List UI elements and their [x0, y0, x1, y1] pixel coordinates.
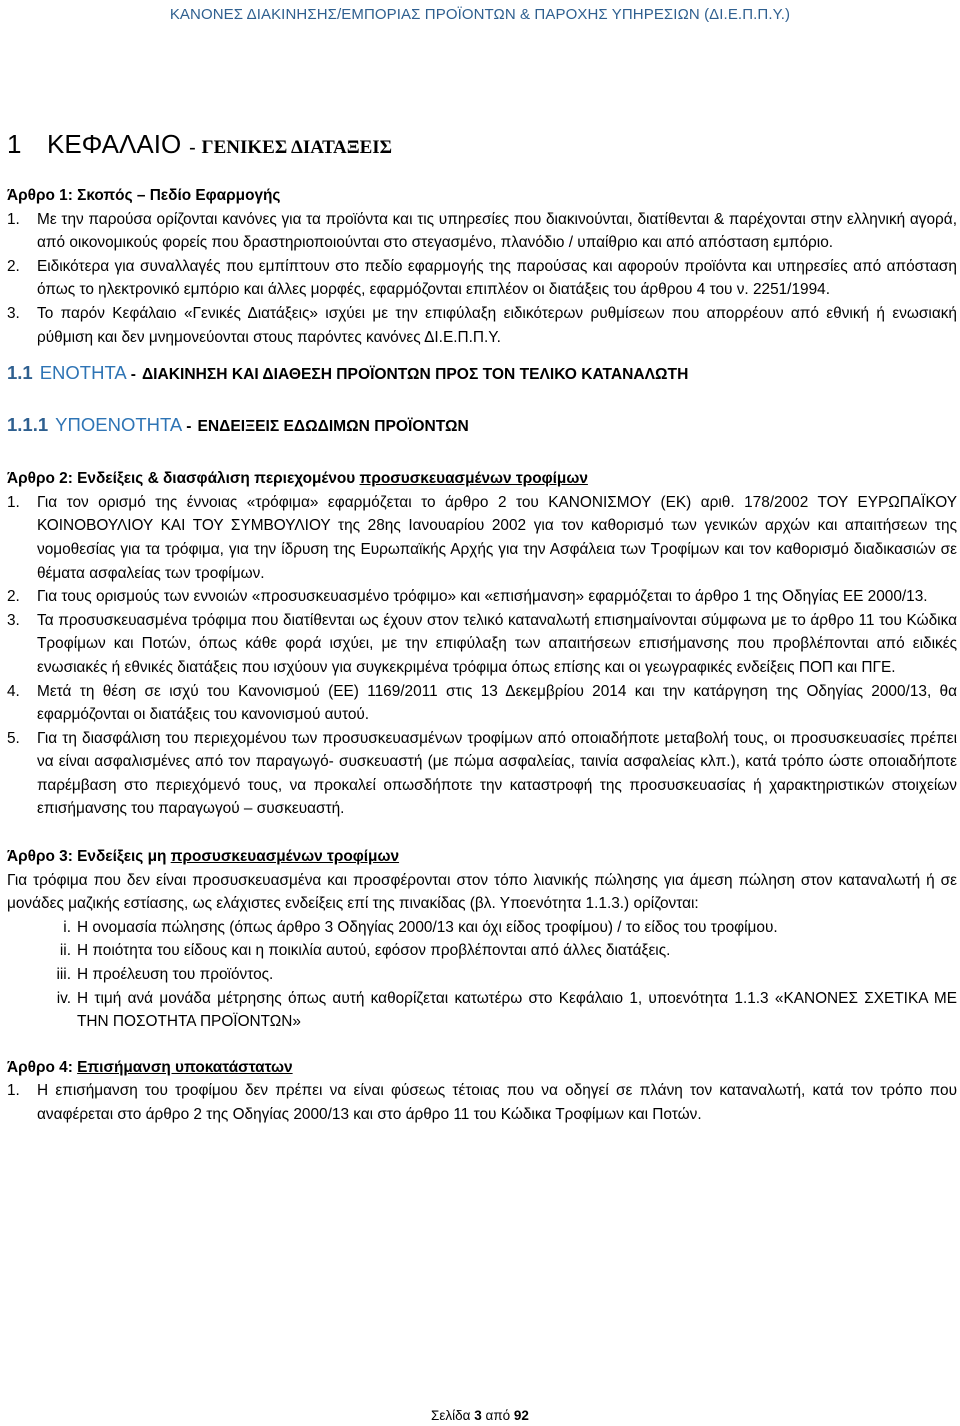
- article-2-title-underlined: προσυσκευασμένων τροφίμων: [359, 470, 588, 488]
- item-text: Η επισήμανση του τροφίμου δεν πρέπει να είναι φύσεως τέτοιας που να οδηγεί σε πλάνη τον καταναλωτή, κατά τον τρόπο που αναφέρεται στο άρθρο 2 της Οδηγίας 2000/13 και στο άρθρο 11 του Κώδικα Τροφίμων και Ποτών.: [37, 1082, 957, 1123]
- article-2-list: [7, 491, 957, 821]
- list-item: [7, 491, 957, 585]
- item-text: Με την παρούσα ορίζονται κανόνες για τα προϊόντα και τις υπηρεσίες που διακινούνται, διατίθενται & παρέχονται στην ελληνική αγορά, από οικονομικούς φορείς που δραστηριοποιούνται στο στεγασμένο, πλανόδιο / υπαίθριο και από απόσταση εμπόριο.: [37, 210, 957, 252]
- item-number: 5.: [7, 729, 20, 747]
- list-item: [7, 727, 957, 821]
- chapter-separator: -: [189, 137, 196, 158]
- subsection-word: ΥΠΟΕΝΟΤΗΤΑ: [55, 414, 183, 436]
- section-title: ΔΙΑΚΙΝΗΣΗ ΚΑΙ ΔΙΑΘΕΣΗ ΠΡΟΪΟΝΤΩΝ ΠΡΟΣ ΤΟΝ ΤΕΛΙΚΟ ΚΑΤΑΝΑΛΩΤΗ: [141, 366, 689, 384]
- article-2-title-text: Άρθρο 2: Ενδείξεις & διασφάλιση περιεχομένου: [7, 470, 360, 488]
- section-number: 1.1: [7, 362, 33, 384]
- item-text: Για τη διασφάλιση του περιεχομένου των προσυσκευασμένων τροφίμων από οποιαδήποτε μεταβολή τους, οι προσυσκευασίες πρέπει να είναι ασφαλισμένες από τον παραγωγό- συσκευαστή (με πώμα ασφαλείας, ταινία ασφαλείας κλπ.), κατά τρόπο ώστε οποιαδήποτε παρέμβαση στο περιεχόμενό τους, να προκαλεί οπωσδήποτε την καταστροφή της προσυσκευασίας ή χαρακτηριστικών στοιχείων επισήμανσης του παραγωγού – συσκευαστή.: [37, 729, 957, 818]
- article-1-title: Άρθρο 1: Σκοπός – Πεδίο Εφαρμογής: [7, 187, 281, 204]
- chapter-word: ΚΕΦΑΛΑΙΟ: [47, 129, 182, 159]
- article-3-list: [7, 916, 957, 1034]
- running-header: ΚΑΝΟΝΕΣ ΔΙΑΚΙΝΗΣΗΣ/ΕΜΠΟΡΙΑΣ ΠΡΟΪΟΝΤΩΝ & ΠΑΡΟΧΗΣ ΥΠΗΡΕΣΙΩΝ (ΔΙ.Ε.Π.Π.Υ.): [169, 6, 791, 23]
- list-item: [7, 255, 957, 302]
- footer-total-pages: 92: [513, 1408, 529, 1423]
- article-3-title-text: Άρθρο 3: Ενδείξεις μη: [7, 848, 171, 866]
- item-number: iv.: [56, 989, 71, 1007]
- item-number: i.: [63, 918, 71, 936]
- list-item: [7, 585, 957, 609]
- list-item: [7, 963, 957, 987]
- list-item: [7, 680, 957, 727]
- item-number: 3.: [7, 611, 20, 629]
- page-footer: [0, 1408, 960, 1423]
- footer-of-word: από: [485, 1408, 511, 1423]
- item-number: 2.: [7, 257, 20, 275]
- item-number: 1.: [7, 210, 20, 228]
- article-4-title: [7, 1056, 957, 1080]
- document-body: [7, 128, 957, 1127]
- list-item: [7, 1079, 957, 1126]
- subsection-number: 1.1.1: [7, 414, 49, 436]
- list-item: [7, 208, 957, 255]
- list-item: [7, 609, 957, 680]
- item-text: Η ονομασία πώλησης (όπως άρθρο 3 Οδηγίας 2000/13 και όχι είδος τροφίμου) / το είδος του τροφίμου.: [77, 918, 778, 936]
- item-text: Η προέλευση του προϊόντος.: [77, 966, 274, 984]
- article-3-title-underlined: προσυσκευασμένων τροφίμων: [170, 848, 400, 866]
- article-4-list: [7, 1079, 957, 1126]
- section-heading: [7, 359, 957, 389]
- chapter-title: ΓΕΝΙΚΕΣ ΔΙΑΤΑΞΕΙΣ: [201, 137, 393, 158]
- item-text: Τα προσυσκευασμένα τρόφιμα που διατίθενται ως έχουν στον τελικό καταναλωτή επισημαίνονται σύμφωνα με το άρθρο 11 του Κώδικα Τροφίμων και Ποτών, όπως κάθε φορά ισχύει, με την επιφύλαξη των απαιτήσεων επισήμανσης που προβλέπονται από ειδικές ενωσιακές ή εθνικές διατάξεις που ισχύουν για συγκεκριμένα τρόφιμα όπως επίσης και οι γεωγραφικές ενδείξεις ΠΟΠ και ΠΓΕ.: [37, 611, 957, 676]
- list-item: [7, 916, 957, 940]
- item-text: Για τον ορισμό της έννοιας «τρόφιμα» εφαρμόζεται το άρθρο 2 του ΚΑΝΟΝΙΣΜΟΥ (ΕΚ) αριθ. 178/2002 ΤΟΥ ΕΥΡΩΠΑΪΚΟΥ ΚΟΙΝΟΒΟΥΛΙΟΥ ΚΑΙ ΤΟΥ ΣΥΜΒΟΥΛΙΟΥ της 28ης Ιανουαρίου 2002 για τον καθορισμό των γενικών αρχών και απαιτήσεων της νομοθεσίας για τα τρόφιμα, για την ίδρυση της Ευρωπαϊκής Αρχής για την Ασφάλεια των Τροφίμων και τον καθορισμό διαδικασιών σε θέματα ασφαλείας των τροφίμων.: [37, 493, 957, 582]
- item-number: 2.: [7, 588, 20, 606]
- item-text: Η τιμή ανά μονάδα μέτρησης όπως αυτή καθορίζεται κατωτέρω στο Κεφάλαιο 1, υποενότητα 1.1.3 «ΚΑΝΟΝΕΣ ΣΧΕΤΙΚΑ ΜΕ ΤΗΝ ΠΟΣΟΤΗΤΑ ΠΡΟΪΟΝΤΩΝ»: [77, 989, 957, 1031]
- subsection-heading: [7, 411, 957, 441]
- footer-page-word: Σελίδα: [431, 1408, 471, 1423]
- item-text: Για τους ορισμούς των εννοιών «προσυσκευασμένο τρόφιμο» και «επισήμανση» εφαρμόζεται το άρθρο 1 της Οδηγίας ΕΕ 2000/13.: [37, 588, 928, 606]
- footer-page-number: 3: [474, 1408, 482, 1423]
- section-separator: -: [130, 366, 136, 384]
- item-text: Το παρόν Κεφάλαιο «Γενικές Διατάξεις» ισχύει με την επιφύλαξη ειδικότερων ρυθμίσεων που απορρέουν από εθνική ή ενωσιακή ρύθμιση και δεν μνημονεύονται στους παρόντες κανόνες ΔΙ.Ε.Π.Π.Υ.: [37, 304, 957, 346]
- item-number: 4.: [7, 682, 20, 700]
- article-4-title-underlined: Επισήμανση υποκατάστατων: [77, 1058, 293, 1076]
- item-text: Ειδικότερα για συναλλαγές που εμπίπτουν στο πεδίο εφαρμογής της παρούσας και αφορούν προϊόντα και υπηρεσίες από απόσταση όπως το ηλεκτρονικό εμπόριο και άλλες μορφές, εφαρμόζονται επιπλέον οι διατάξεις του άρθρου 4 του ν. 2251/1994.: [37, 257, 957, 299]
- list-item: [7, 302, 957, 349]
- item-number: 1.: [7, 493, 20, 511]
- article-2-title: [7, 467, 957, 491]
- article-4-title-text: Άρθρο 4:: [7, 1058, 78, 1076]
- chapter-number: 1: [7, 129, 22, 159]
- item-text: Μετά τη θέση σε ισχύ του Κανονισμού (ΕΕ) 1169/2011 στις 13 Δεκεμβρίου 2014 και την κατάργηση της Οδηγίας 2000/13, θα εφαρμόζονται οι διατάξεις του κανονισμού αυτού.: [37, 682, 957, 724]
- item-number: iii.: [56, 966, 71, 984]
- item-number: ii.: [59, 942, 71, 960]
- subsection-title: ΕΝΔΕΙΞΕΙΣ ΕΔΩΔΙΜΩΝ ΠΡΟΪΟΝΤΩΝ: [197, 418, 469, 436]
- article-1-list: [7, 208, 957, 350]
- list-item: [7, 939, 957, 963]
- article-3-title: [7, 845, 957, 869]
- list-item: [7, 987, 957, 1034]
- item-number: 1.: [7, 1082, 20, 1100]
- item-text: Η ποιότητα του είδους και η ποικιλία αυτού, εφόσον προβλέπονται από άλλες διατάξεις.: [77, 942, 671, 960]
- section-word: ΕΝΟΤΗΤΑ: [39, 362, 127, 384]
- article-3-intro: Για τρόφιμα που δεν είναι προσυσκευασμένα και προσφέρονται στον τόπο λιανικής πώλησης για άμεση πώληση στον καταναλωτή ή σε μονάδες μαζικής εστίασης, ως ελάχιστες ενδείξεις επί της πινακίδας (βλ. Υποενότητα 1.1.3.) ορίζονται:: [7, 871, 957, 913]
- item-number: 3.: [7, 304, 20, 322]
- chapter-heading: [7, 128, 957, 164]
- subsection-separator: -: [186, 418, 192, 436]
